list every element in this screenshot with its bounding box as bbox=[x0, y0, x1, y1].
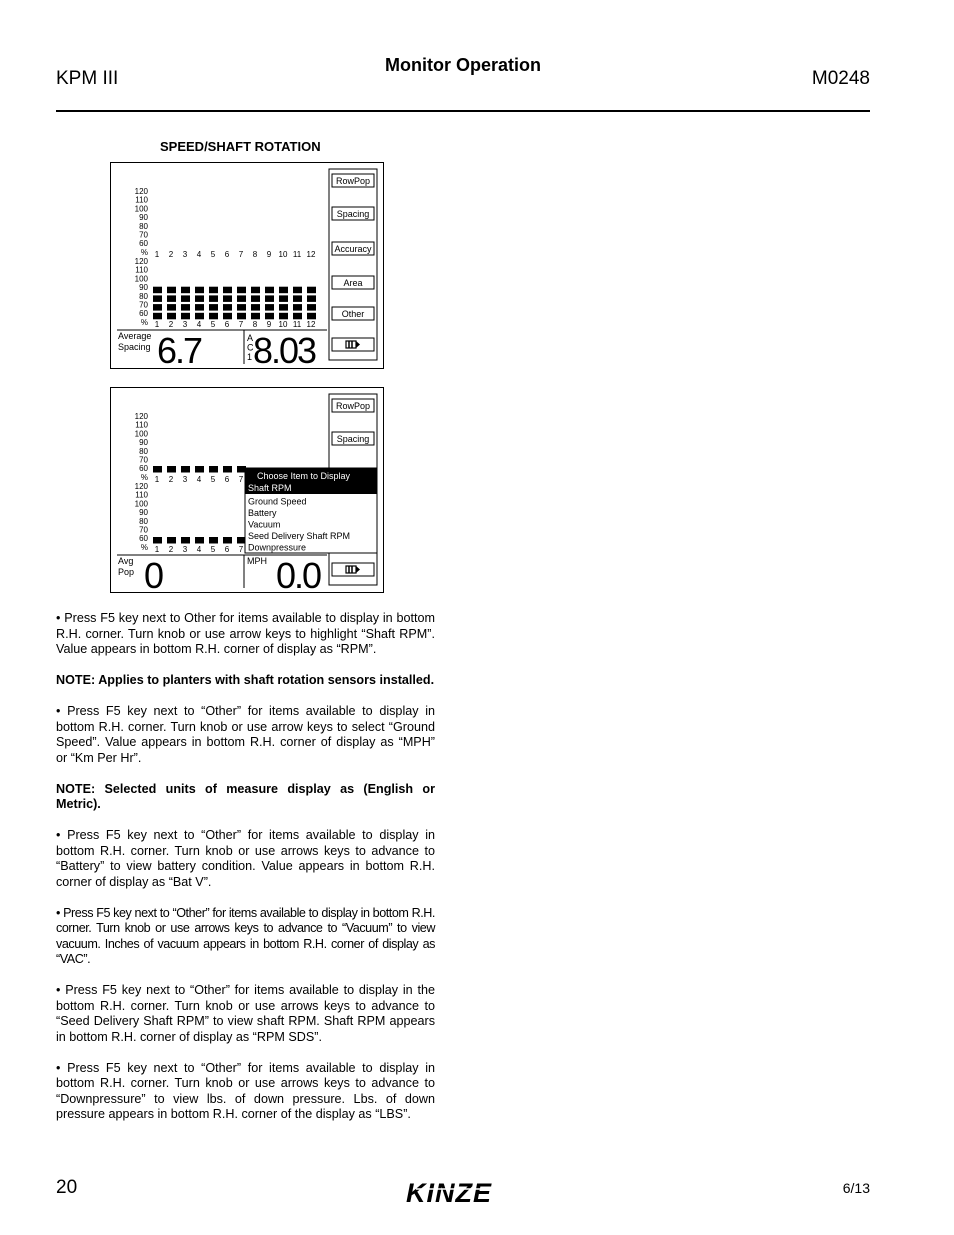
s2-lower-bar-segment bbox=[153, 537, 162, 544]
s2-units-label: MPH bbox=[247, 556, 267, 566]
s2-bottom-label: Pop bbox=[118, 567, 135, 577]
header-product-name: KPM III bbox=[56, 68, 119, 89]
kinze-logo bbox=[404, 1177, 524, 1212]
s2-lower-pct-label: 100 bbox=[134, 499, 148, 509]
s1-upper-row-number: 9 bbox=[266, 250, 272, 259]
s1-upper-pct-label: 70 bbox=[139, 230, 148, 240]
s1-row-bar-segment bbox=[209, 304, 218, 311]
s1-row-bar-segment bbox=[195, 287, 204, 294]
s2-softkey-label: RowPop bbox=[335, 401, 371, 411]
s2-upper-pct-label: 80 bbox=[139, 446, 148, 456]
s2-lower-pct-label: 110 bbox=[135, 490, 148, 500]
paragraph-shaft-rpm: • Press F5 key next to Other for items available to display in bottom R.H. corner. Turn knob or use arrow keys to highlight “Shaft RPM”. Value appears in bottom R.H. corner of display as “RPM”. bbox=[56, 611, 435, 656]
s1-upper-row-number: 6 bbox=[224, 250, 230, 259]
s2-upper-bar-segment bbox=[195, 466, 204, 473]
figure-caption: SPEED/SHAFT ROTATION bbox=[160, 139, 321, 154]
s1-lower-pct-label: 60 bbox=[139, 309, 148, 319]
note-units: NOTE: Selected units of measure display as (English or Metric). bbox=[56, 781, 435, 811]
s1-lower-row-number: 6 bbox=[224, 320, 230, 329]
s1-bottom-label: Spacing bbox=[118, 342, 151, 352]
s2-lower-row-number: 7 bbox=[238, 545, 244, 554]
s2-upper-pct-label: 100 bbox=[134, 429, 148, 439]
s2-lower-row-number: 3 bbox=[182, 545, 188, 554]
s1-row-bar-segment bbox=[307, 313, 316, 320]
s2-right-value: 0.0 bbox=[276, 555, 321, 592]
s1-row-bar-segment bbox=[209, 313, 218, 320]
s1-lower-row-number: 10 bbox=[278, 320, 288, 329]
s1-row-bar-segment bbox=[223, 304, 232, 311]
s2-lower-row-number: 6 bbox=[224, 545, 230, 554]
s1-upper-row-number: 8 bbox=[252, 250, 258, 259]
s1-row-bar-segment bbox=[181, 287, 190, 294]
s1-row-bar-segment bbox=[153, 313, 162, 320]
s1-row-bar-segment bbox=[251, 295, 260, 302]
s1-row-bar-segment bbox=[153, 287, 162, 294]
s1-row-bar-segment bbox=[237, 304, 246, 311]
s1-upper-row-number: 10 bbox=[278, 250, 288, 259]
s2-upper-row-number: 4 bbox=[196, 475, 202, 484]
s1-row-bar-segment bbox=[279, 295, 288, 302]
s2-lower-bar-segment bbox=[167, 537, 176, 544]
s1-right-value: 8.03 bbox=[253, 330, 316, 368]
s2-lower-bar-segment bbox=[223, 537, 232, 544]
s1-left-value: 6.7 bbox=[157, 330, 202, 368]
s2-lower-pct-label: % bbox=[140, 542, 148, 552]
s2-menu-item: Shaft RPM bbox=[248, 483, 292, 493]
page-number: 20 bbox=[56, 1177, 78, 1198]
s2-upper-bar-segment bbox=[167, 466, 176, 473]
s2-upper-pct-label: 60 bbox=[139, 464, 148, 474]
s1-row-bar-segment bbox=[307, 287, 316, 294]
s1-row-bar-segment bbox=[167, 295, 176, 302]
footer-date: 6/13 bbox=[842, 1180, 870, 1196]
s1-row-bar-segment bbox=[167, 313, 176, 320]
s2-lower-pct-label: 60 bbox=[139, 534, 148, 544]
s1-row-bar-segment bbox=[293, 295, 302, 302]
s1-lower-row-number: 5 bbox=[210, 320, 216, 329]
header-manual-number: M0248 bbox=[811, 68, 870, 89]
s2-menu-item: Battery bbox=[248, 508, 277, 518]
s1-lower-pct-label: 120 bbox=[134, 257, 148, 266]
s1-softkey-label: RowPop bbox=[335, 176, 371, 186]
s1-upper-row-number: 1 bbox=[154, 250, 160, 259]
s1-row-bar-segment bbox=[209, 295, 218, 302]
monitor-screen-1-graphic bbox=[111, 163, 383, 368]
s1-button-column bbox=[329, 169, 377, 360]
s2-lower-pct-label: 70 bbox=[139, 525, 148, 535]
s1-exit-key bbox=[332, 338, 374, 351]
s2-menu-item: Vacuum bbox=[248, 519, 281, 530]
s1-lower-pct-label: 70 bbox=[139, 300, 148, 310]
s1-lower-row-number: 9 bbox=[266, 320, 272, 329]
s1-row-bar-segment bbox=[181, 313, 190, 320]
s1-row-bar-segment bbox=[153, 304, 162, 311]
s1-softkey-label: Spacing bbox=[336, 209, 370, 219]
monitor-screen-2-graphic bbox=[111, 388, 383, 592]
s2-lower-bar-segment bbox=[209, 537, 218, 544]
paragraph-downpressure: • Press F5 key next to “Other” for items available to display in bottom R.H. corner. Turn knob or use arrows keys to advance to “Downpressure” to view lbs. of down pressure. Lbs. of down pressure appears in bottom R.H. corner of the display as “LBS”. bbox=[56, 1060, 435, 1121]
s1-lower-row-number: 11 bbox=[292, 320, 302, 329]
s2-upper-row-number: 7 bbox=[238, 475, 244, 484]
s1-row-bar-segment bbox=[293, 287, 302, 294]
s1-upper-pct-label: 110 bbox=[135, 195, 148, 205]
s1-row-bar-segment bbox=[153, 295, 162, 302]
s1-ac-letter: A bbox=[247, 333, 254, 343]
s2-upper-bar-segment bbox=[153, 466, 162, 473]
s1-lower-row-number: 12 bbox=[306, 320, 316, 329]
s1-upper-pct-label: 60 bbox=[139, 239, 148, 249]
s2-lower-pct-label: 90 bbox=[139, 508, 148, 518]
s1-row-bar-segment bbox=[265, 287, 274, 294]
s2-upper-pct-label: % bbox=[140, 472, 148, 482]
s2-menu-item: Ground Speed bbox=[248, 496, 307, 507]
s1-row-bar-segment bbox=[265, 304, 274, 311]
s2-lower-row-number: 5 bbox=[210, 545, 216, 554]
s1-row-bar-segment bbox=[167, 304, 176, 311]
s2-upper-row-number: 3 bbox=[182, 475, 188, 484]
s2-bottom-label: Avg bbox=[118, 556, 134, 566]
s1-row-bar-segment bbox=[181, 304, 190, 311]
s1-upper-pct-label: 90 bbox=[139, 213, 148, 223]
s2-lower-row-number: 4 bbox=[196, 545, 202, 554]
paragraph-battery: • Press F5 key next to “Other” for items available to display in bottom R.H. corner. Turn knob or use arrows keys to advance to “Battery” to view battery condition. Value appears in bottom R.H. corner of display as “Bat V”. bbox=[56, 828, 435, 889]
s1-lower-pct-label: 100 bbox=[134, 274, 148, 284]
s1-row-bar-segment bbox=[307, 295, 316, 302]
s2-lower-bar-segment bbox=[181, 537, 190, 544]
paragraph-ground-speed: • Press F5 key next to “Other” for items available to display in bottom R.H. corner. Turn knob or use arrow keys to select “Ground Speed”. Value appears in bottom R.H. corner of display as “MPH” or “Km Per Hr”. bbox=[56, 704, 435, 765]
s1-row-bar-segment bbox=[265, 295, 274, 302]
s2-upper-pct-label: 120 bbox=[134, 412, 148, 421]
s1-lower-row-number: 4 bbox=[196, 320, 202, 329]
s1-softkey-label: Other bbox=[341, 309, 365, 319]
s2-lower-pct-label: 80 bbox=[139, 516, 148, 526]
s1-upper-pct-label: % bbox=[140, 247, 148, 257]
s1-row-bar-segment bbox=[237, 287, 246, 294]
s2-upper-bar-segment bbox=[223, 466, 232, 473]
monitor-screen-other-menu bbox=[110, 387, 384, 593]
s1-upper-row-number: 7 bbox=[238, 250, 244, 259]
s1-upper-pct-label: 120 bbox=[134, 187, 148, 196]
s1-lower-pct-label: % bbox=[140, 317, 148, 327]
s2-menu-title: Choose Item to Display bbox=[257, 471, 351, 481]
s2-exit-key bbox=[332, 563, 374, 576]
s2-lower-pct-label: 120 bbox=[134, 482, 148, 491]
s2-lower-row-number: 2 bbox=[168, 545, 174, 554]
s1-softkey-label: Area bbox=[343, 278, 363, 288]
s1-row-bar-segment bbox=[251, 304, 260, 311]
s2-upper-row-number: 5 bbox=[210, 475, 216, 484]
s1-row-bar-segment bbox=[209, 287, 218, 294]
s1-bottom-label: Average bbox=[118, 331, 152, 341]
paragraph-vacuum: • Press F5 key next to “Other” for items available to display in bottom R.H. corner. Turn knob or use arrows keys to advance to “Vacuum” to view vacuum. Inches of vacuum appears in bottom R.H. corner of display as “VAC”. bbox=[56, 905, 435, 966]
s1-upper-row-number: 11 bbox=[292, 250, 302, 259]
s2-left-value: 0 bbox=[144, 555, 163, 592]
instruction-text bbox=[56, 611, 435, 1138]
s1-row-bar-segment bbox=[265, 313, 274, 320]
s1-row-bar-segment bbox=[293, 304, 302, 311]
s1-upper-pct-label: 80 bbox=[139, 221, 148, 231]
s1-upper-pct-label: 100 bbox=[134, 204, 148, 214]
s1-row-bar-segment bbox=[167, 287, 176, 294]
s1-ac-letter: 1 bbox=[247, 352, 253, 362]
s1-row-bar-segment bbox=[195, 295, 204, 302]
s1-lower-pct-label: 90 bbox=[139, 283, 148, 293]
s1-row-bar-segment bbox=[195, 304, 204, 311]
s1-lower-row-number: 2 bbox=[168, 320, 174, 329]
s1-lower-pct-label: 80 bbox=[139, 291, 148, 301]
header-section-title: Monitor Operation bbox=[385, 55, 541, 75]
s1-upper-row-number: 4 bbox=[196, 250, 202, 259]
s1-upper-row-number: 12 bbox=[306, 250, 316, 259]
paragraph-seed-delivery: • Press F5 key next to “Other” for items available to display in the bottom R.H. corner. Turn knob or use arrows keys to advance to “Seed Delivery Shaft RPM” to view shaft RPM. Shaft RPM appears in bottom R.H. corner of display as “RPM SDS”. bbox=[56, 983, 435, 1044]
s1-upper-row-number: 2 bbox=[168, 250, 174, 259]
s1-softkey-label: Accuracy bbox=[334, 244, 372, 254]
s1-lower-row-number: 1 bbox=[154, 320, 160, 329]
kinze-logo-text: KINZE bbox=[406, 1178, 492, 1207]
s1-row-bar-segment bbox=[279, 287, 288, 294]
s1-row-bar-segment bbox=[223, 287, 232, 294]
s2-upper-row-number: 2 bbox=[168, 475, 174, 484]
s1-lower-row-number: 3 bbox=[182, 320, 188, 329]
monitor-screen-spacing bbox=[110, 162, 384, 369]
s1-row-bar-segment bbox=[223, 295, 232, 302]
s1-row-bar-segment bbox=[251, 287, 260, 294]
s1-row-bar-segment bbox=[293, 313, 302, 320]
s1-lower-pct-label: 110 bbox=[135, 265, 148, 275]
s1-row-bar-segment bbox=[307, 304, 316, 311]
s2-upper-pct-label: 90 bbox=[139, 438, 148, 448]
s1-row-bar-segment bbox=[279, 304, 288, 311]
s1-row-bar-segment bbox=[251, 313, 260, 320]
s2-upper-pct-label: 70 bbox=[139, 455, 148, 465]
s2-upper-row-number: 1 bbox=[154, 475, 160, 484]
s2-softkey-label: Spacing bbox=[336, 434, 370, 444]
s2-upper-row-number: 6 bbox=[224, 475, 230, 484]
s2-upper-pct-label: 110 bbox=[135, 420, 148, 430]
s1-row-bar-segment bbox=[279, 313, 288, 320]
s1-row-bar-segment bbox=[195, 313, 204, 320]
s2-menu-item: Downpressure bbox=[248, 542, 307, 553]
s1-lower-row-number: 8 bbox=[252, 320, 258, 329]
s2-menu-item: Seed Delivery Shaft RPM bbox=[248, 531, 351, 541]
s2-upper-bar-segment bbox=[181, 466, 190, 473]
s2-upper-bar-segment bbox=[209, 466, 218, 473]
s1-row-bar-segment bbox=[237, 313, 246, 320]
s1-lower-row-number: 7 bbox=[238, 320, 244, 329]
s1-row-bar-segment bbox=[223, 313, 232, 320]
header-divider bbox=[56, 110, 870, 112]
s1-ac-letter: C bbox=[247, 342, 254, 353]
s1-upper-row-number: 5 bbox=[210, 250, 216, 259]
s1-upper-row-number: 3 bbox=[182, 250, 188, 259]
s1-row-bar-segment bbox=[181, 295, 190, 302]
s1-row-bar-segment bbox=[237, 295, 246, 302]
s2-lower-row-number: 1 bbox=[154, 545, 160, 554]
s2-lower-bar-segment bbox=[195, 537, 204, 544]
note-shaft-sensors: NOTE: Applies to planters with shaft rotation sensors installed. bbox=[56, 673, 435, 687]
